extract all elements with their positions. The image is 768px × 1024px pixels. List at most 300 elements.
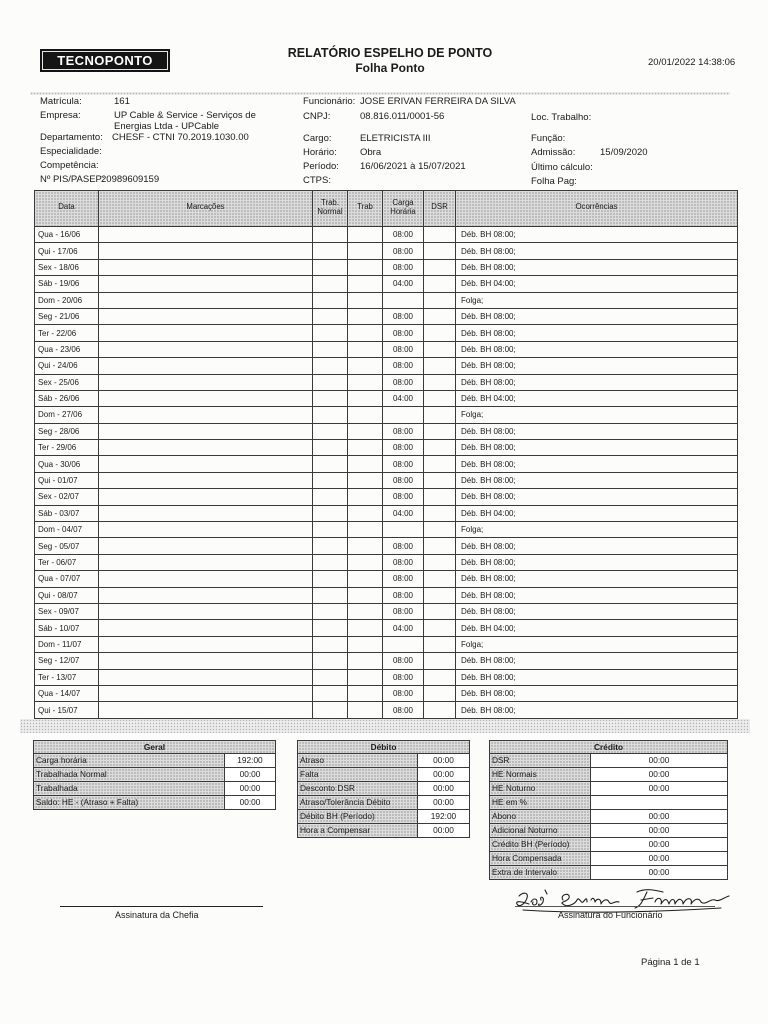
timesheet-row xyxy=(35,341,738,357)
credito-value xyxy=(591,796,728,810)
credito-label: Extra de Intervalo xyxy=(490,866,591,880)
date-cell: Dom - 11/07 xyxy=(35,636,99,652)
marcacoes-cell xyxy=(99,489,313,505)
dsr-cell xyxy=(424,571,456,587)
carga-horaria-cell: 08:00 xyxy=(383,554,424,570)
trab-normal-cell xyxy=(313,227,348,243)
trab-normal-cell xyxy=(313,407,348,423)
chefia-signature-line xyxy=(60,906,263,907)
ocorrencias-cell: Déb. BH 08:00; xyxy=(456,341,738,357)
employee-signature-label: Assinatura do Funcionário xyxy=(558,910,663,920)
ocorrencias-cell: Folga; xyxy=(456,636,738,652)
trab-normal-cell xyxy=(313,472,348,488)
marcacoes-cell xyxy=(99,440,313,456)
trab-normal-cell xyxy=(313,620,348,636)
empresa-value-line1: UP Cable & Service - Serviços de xyxy=(114,110,256,121)
trab-cell xyxy=(348,308,383,324)
date-cell: Sáb - 19/06 xyxy=(35,276,99,292)
credito-value: 00:00 xyxy=(591,810,728,824)
timesheet-row xyxy=(35,522,738,538)
ocorrencias-cell: Déb. BH 08:00; xyxy=(456,653,738,669)
carga-horaria-cell: 08:00 xyxy=(383,456,424,472)
date-cell: Ter - 29/06 xyxy=(35,440,99,456)
debito-header-row xyxy=(298,741,470,754)
carga-horaria-cell xyxy=(383,522,424,538)
geral-label: Trabalhada xyxy=(34,782,225,796)
dsr-cell xyxy=(424,472,456,488)
trab-cell xyxy=(348,505,383,521)
column-header-trab: Trab xyxy=(348,191,383,227)
credito-label: HE Noturno xyxy=(490,782,591,796)
geral-row xyxy=(34,768,276,782)
marcacoes-cell xyxy=(99,603,313,619)
date-cell: Seg - 05/07 xyxy=(35,538,99,554)
credito-row xyxy=(490,796,728,810)
carga-horaria-cell: 08:00 xyxy=(383,423,424,439)
dsr-cell xyxy=(424,341,456,357)
dsr-cell xyxy=(424,390,456,406)
date-cell: Qua - 14/07 xyxy=(35,685,99,701)
carga-horaria-cell: 04:00 xyxy=(383,390,424,406)
departamento-label: Departamento: xyxy=(40,132,103,143)
dsr-cell xyxy=(424,259,456,275)
trab-cell xyxy=(348,407,383,423)
credito-value: 00:00 xyxy=(591,852,728,866)
report-title: RELATÓRIO ESPELHO DE PONTO xyxy=(287,46,493,60)
trab-normal-cell xyxy=(313,308,348,324)
timesheet-row xyxy=(35,587,738,603)
credito-label: Crédito BH (Período) xyxy=(490,838,591,852)
ocorrencias-cell: Déb. BH 04:00; xyxy=(456,505,738,521)
ocorrencias-cell: Déb. BH 08:00; xyxy=(456,571,738,587)
carga-horaria-cell: 04:00 xyxy=(383,505,424,521)
trab-normal-cell xyxy=(313,276,348,292)
trab-normal-cell xyxy=(313,653,348,669)
dsr-cell xyxy=(424,669,456,685)
geral-value: 00:00 xyxy=(225,768,276,782)
marcacoes-cell xyxy=(99,341,313,357)
dsr-cell xyxy=(424,554,456,570)
cargo-value: ELETRICISTA III xyxy=(360,133,431,144)
trab-cell xyxy=(348,489,383,505)
timesheet-row xyxy=(35,390,738,406)
marcacoes-cell xyxy=(99,308,313,324)
trab-normal-cell xyxy=(313,505,348,521)
trab-cell xyxy=(348,669,383,685)
marcacoes-cell xyxy=(99,571,313,587)
date-cell: Sáb - 26/06 xyxy=(35,390,99,406)
matricula-label: Matrícula: xyxy=(40,96,82,107)
trab-normal-cell xyxy=(313,456,348,472)
debito-title: Débito xyxy=(298,741,470,754)
trab-cell xyxy=(348,603,383,619)
marcacoes-cell xyxy=(99,259,313,275)
report-subtitle: Folha Ponto xyxy=(355,61,425,75)
credito-row xyxy=(490,838,728,852)
debito-row xyxy=(298,782,470,796)
dsr-cell xyxy=(424,325,456,341)
horario-label: Horário: xyxy=(303,147,337,158)
dsr-cell xyxy=(424,538,456,554)
credito-title: Crédito xyxy=(490,741,728,754)
marcacoes-cell xyxy=(99,669,313,685)
geral-title: Geral xyxy=(34,741,276,754)
geral-row xyxy=(34,782,276,796)
departamento-value: CHESF - CTNI 70.2019.1030.00 xyxy=(112,132,249,143)
logo-text: TECNOPONTO xyxy=(57,53,153,68)
carga-horaria-cell: 08:00 xyxy=(383,538,424,554)
carga-horaria-cell: 08:00 xyxy=(383,685,424,701)
trab-cell xyxy=(348,587,383,603)
credito-label: Adicional Noturno xyxy=(490,824,591,838)
ocorrencias-cell: Déb. BH 08:00; xyxy=(456,259,738,275)
summary-credito-box xyxy=(489,740,728,880)
credito-label: Hora Compensada xyxy=(490,852,591,866)
carga-horaria-cell: 08:00 xyxy=(383,669,424,685)
ocorrencias-cell: Déb. BH 08:00; xyxy=(456,669,738,685)
carga-horaria-cell: 08:00 xyxy=(383,325,424,341)
trab-normal-cell xyxy=(313,341,348,357)
debito-label: Falta xyxy=(298,768,418,782)
admissao-value: 15/09/2020 xyxy=(600,147,648,158)
ocorrencias-cell: Folga; xyxy=(456,522,738,538)
dsr-cell xyxy=(424,276,456,292)
marcacoes-cell xyxy=(99,456,313,472)
timesheet-row xyxy=(35,669,738,685)
trab-normal-cell xyxy=(313,390,348,406)
dsr-cell xyxy=(424,407,456,423)
timesheet-row xyxy=(35,423,738,439)
trab-normal-cell xyxy=(313,685,348,701)
cnpj-value: 08.816.011/0001-56 xyxy=(360,111,445,122)
credito-value: 00:00 xyxy=(591,838,728,852)
ocorrencias-cell: Déb. BH 04:00; xyxy=(456,390,738,406)
trab-cell xyxy=(348,685,383,701)
geral-value: 192:00 xyxy=(225,754,276,768)
competencia-label: Competência: xyxy=(40,160,99,171)
empresa-value-line2: Energias Ltda - UPCable xyxy=(114,121,220,132)
timesheet-row xyxy=(35,325,738,341)
geral-label: Carga horária xyxy=(34,754,225,768)
summary-debito-box xyxy=(297,740,470,838)
trab-normal-cell xyxy=(313,243,348,259)
ocorrencias-cell: Déb. BH 08:00; xyxy=(456,702,738,718)
periodo-label: Período: xyxy=(303,161,339,172)
credito-row xyxy=(490,768,728,782)
carga-horaria-cell: 08:00 xyxy=(383,571,424,587)
marcacoes-cell xyxy=(99,358,313,374)
timesheet-header-row xyxy=(35,191,738,227)
dsr-cell xyxy=(424,653,456,669)
carga-horaria-cell: 08:00 xyxy=(383,341,424,357)
ocorrencias-cell: Déb. BH 08:00; xyxy=(456,374,738,390)
employee-signature-line xyxy=(515,906,715,907)
geral-label: Trabalhada Normal xyxy=(34,768,225,782)
timesheet-row xyxy=(35,620,738,636)
dsr-cell xyxy=(424,603,456,619)
date-cell: Qui - 17/06 xyxy=(35,243,99,259)
credito-label: HE em % xyxy=(490,796,591,810)
date-cell: Qua - 07/07 xyxy=(35,571,99,587)
carga-horaria-cell: 08:00 xyxy=(383,374,424,390)
matricula-value: 161 xyxy=(114,96,130,107)
date-cell: Sex - 25/06 xyxy=(35,374,99,390)
marcacoes-cell xyxy=(99,276,313,292)
trab-normal-cell xyxy=(313,358,348,374)
carga-horaria-cell: 08:00 xyxy=(383,243,424,259)
carga-horaria-cell: 08:00 xyxy=(383,472,424,488)
cargo-label: Cargo: xyxy=(303,133,332,144)
credito-value: 00:00 xyxy=(591,768,728,782)
ocorrencias-cell: Déb. BH 08:00; xyxy=(456,554,738,570)
marcacoes-cell xyxy=(99,374,313,390)
debito-row xyxy=(298,810,470,824)
timesheet-row xyxy=(35,472,738,488)
dsr-cell xyxy=(424,587,456,603)
generated-timestamp: 20/01/2022 14:38:06 xyxy=(648,57,736,68)
credito-row xyxy=(490,810,728,824)
debito-value: 00:00 xyxy=(418,754,470,768)
carga-horaria-cell xyxy=(383,636,424,652)
dsr-cell xyxy=(424,522,456,538)
credito-label: DSR xyxy=(490,754,591,768)
trab-cell xyxy=(348,472,383,488)
marcacoes-cell xyxy=(99,472,313,488)
funcionario-label: Funcionário: xyxy=(303,96,356,107)
trab-cell xyxy=(348,440,383,456)
timesheet-row xyxy=(35,259,738,275)
ocorrencias-cell: Folga; xyxy=(456,407,738,423)
carga-horaria-cell: 08:00 xyxy=(383,489,424,505)
scan-band xyxy=(30,92,730,95)
date-cell: Qua - 16/06 xyxy=(35,227,99,243)
ocorrencias-cell: Déb. BH 08:00; xyxy=(456,227,738,243)
ocorrencias-cell: Déb. BH 04:00; xyxy=(456,276,738,292)
timesheet-row xyxy=(35,276,738,292)
date-cell: Sáb - 10/07 xyxy=(35,620,99,636)
timesheet-row xyxy=(35,702,738,718)
column-header-dsr: DSR xyxy=(424,191,456,227)
trab-cell xyxy=(348,522,383,538)
debito-value: 00:00 xyxy=(418,768,470,782)
marcacoes-cell xyxy=(99,702,313,718)
pis-pasep-value: 20989609159 xyxy=(101,174,160,185)
timesheet-row xyxy=(35,603,738,619)
geral-row xyxy=(34,754,276,768)
marcacoes-cell xyxy=(99,522,313,538)
timesheet-row xyxy=(35,456,738,472)
marcacoes-cell xyxy=(99,243,313,259)
credito-value: 00:00 xyxy=(591,866,728,880)
marcacoes-cell xyxy=(99,554,313,570)
marcacoes-cell xyxy=(99,423,313,439)
credito-row xyxy=(490,852,728,866)
trab-cell xyxy=(348,276,383,292)
trab-cell xyxy=(348,292,383,308)
ocorrencias-cell: Déb. BH 08:00; xyxy=(456,685,738,701)
marcacoes-cell xyxy=(99,538,313,554)
date-cell: Seg - 12/07 xyxy=(35,653,99,669)
carga-horaria-cell: 08:00 xyxy=(383,702,424,718)
admissao-label: Admissão: xyxy=(531,147,576,158)
date-cell: Sex - 09/07 xyxy=(35,603,99,619)
pis-pasep-label: Nº PIS/PASEP: xyxy=(40,174,105,185)
ocorrencias-cell: Déb. BH 08:00; xyxy=(456,603,738,619)
dsr-cell xyxy=(424,505,456,521)
trab-normal-cell xyxy=(313,325,348,341)
dsr-cell xyxy=(424,308,456,324)
trab-normal-cell xyxy=(313,571,348,587)
carga-horaria-cell: 08:00 xyxy=(383,603,424,619)
carga-horaria-cell: 08:00 xyxy=(383,308,424,324)
trab-normal-cell xyxy=(313,603,348,619)
timesheet-header xyxy=(35,191,738,227)
dsr-cell xyxy=(424,423,456,439)
date-cell: Seg - 28/06 xyxy=(35,423,99,439)
trab-cell xyxy=(348,390,383,406)
debito-value: 192:00 xyxy=(418,810,470,824)
debito-row xyxy=(298,796,470,810)
ocorrencias-cell: Déb. BH 08:00; xyxy=(456,423,738,439)
funcionario-value: JOSE ERIVAN FERREIRA DA SILVA xyxy=(360,96,516,107)
debito-row xyxy=(298,824,470,838)
debito-value: 00:00 xyxy=(418,796,470,810)
scan-band-below-table xyxy=(20,719,750,733)
periodo-value: 16/06/2021 à 15/07/2021 xyxy=(360,161,466,172)
marcacoes-cell xyxy=(99,587,313,603)
ocorrencias-cell: Déb. BH 08:00; xyxy=(456,587,738,603)
trab-normal-cell xyxy=(313,669,348,685)
timesheet-row xyxy=(35,685,738,701)
timesheet-body xyxy=(35,227,738,719)
marcacoes-cell xyxy=(99,636,313,652)
trab-normal-cell xyxy=(313,538,348,554)
marcacoes-cell xyxy=(99,390,313,406)
trab-cell xyxy=(348,554,383,570)
date-cell: Sáb - 03/07 xyxy=(35,505,99,521)
timesheet-row xyxy=(35,358,738,374)
ocorrencias-cell: Déb. BH 08:00; xyxy=(456,243,738,259)
carga-horaria-cell: 08:00 xyxy=(383,587,424,603)
credito-value: 00:00 xyxy=(591,754,728,768)
debito-row xyxy=(298,768,470,782)
timesheet-row xyxy=(35,243,738,259)
trab-normal-cell xyxy=(313,374,348,390)
carga-horaria-cell: 08:00 xyxy=(383,227,424,243)
marcacoes-cell xyxy=(99,325,313,341)
timesheet-row xyxy=(35,653,738,669)
trab-cell xyxy=(348,636,383,652)
dsr-cell xyxy=(424,227,456,243)
column-header-carga-horaria: Carga Horária xyxy=(383,191,424,227)
carga-horaria-cell: 08:00 xyxy=(383,653,424,669)
date-cell: Qua - 30/06 xyxy=(35,456,99,472)
timesheet-row xyxy=(35,505,738,521)
trab-cell xyxy=(348,325,383,341)
funcao-label: Função: xyxy=(531,133,566,144)
marcacoes-cell xyxy=(99,292,313,308)
geral-header-row xyxy=(34,741,276,754)
timesheet-row xyxy=(35,308,738,324)
marcacoes-cell xyxy=(99,505,313,521)
ocorrencias-cell: Déb. BH 08:00; xyxy=(456,472,738,488)
trab-normal-cell xyxy=(313,440,348,456)
date-cell: Seg - 21/06 xyxy=(35,308,99,324)
timesheet-row xyxy=(35,374,738,390)
debito-label: Desconto DSR xyxy=(298,782,418,796)
debito-value: 00:00 xyxy=(418,824,470,838)
carga-horaria-cell: 04:00 xyxy=(383,276,424,292)
date-cell: Dom - 04/07 xyxy=(35,522,99,538)
credito-row xyxy=(490,866,728,880)
trab-cell xyxy=(348,243,383,259)
ocorrencias-cell: Déb. BH 08:00; xyxy=(456,440,738,456)
trab-normal-cell xyxy=(313,259,348,275)
timesheet-row xyxy=(35,440,738,456)
ocorrencias-cell: Déb. BH 08:00; xyxy=(456,308,738,324)
cnpj-label: CNPJ: xyxy=(303,111,331,122)
date-cell: Ter - 22/06 xyxy=(35,325,99,341)
dsr-cell xyxy=(424,374,456,390)
marcacoes-cell xyxy=(99,407,313,423)
especialidade-label: Especialidade: xyxy=(40,146,102,157)
loc-trabalho-label: Loc. Trabalho: xyxy=(531,112,592,123)
timesheet-row xyxy=(35,407,738,423)
dsr-cell xyxy=(424,489,456,505)
ctps-label: CTPS: xyxy=(303,175,331,186)
date-cell: Ter - 13/07 xyxy=(35,669,99,685)
dsr-cell xyxy=(424,636,456,652)
chefia-signature-label: Assinatura da Chefia xyxy=(115,910,199,920)
carga-horaria-cell: 08:00 xyxy=(383,259,424,275)
ocorrencias-cell: Déb. BH 08:00; xyxy=(456,456,738,472)
date-cell: Qui - 24/06 xyxy=(35,358,99,374)
debito-value: 00:00 xyxy=(418,782,470,796)
dsr-cell xyxy=(424,440,456,456)
trab-normal-cell xyxy=(313,522,348,538)
trab-normal-cell xyxy=(313,423,348,439)
dsr-cell xyxy=(424,456,456,472)
credito-row xyxy=(490,782,728,796)
tecnoponto-logo xyxy=(40,49,170,72)
ocorrencias-cell: Folga; xyxy=(456,292,738,308)
carga-horaria-cell: 04:00 xyxy=(383,620,424,636)
date-cell: Qui - 15/07 xyxy=(35,702,99,718)
debito-label: Atraso xyxy=(298,754,418,768)
date-cell: Sex - 18/06 xyxy=(35,259,99,275)
dsr-cell xyxy=(424,620,456,636)
trab-cell xyxy=(348,456,383,472)
date-cell: Qua - 23/06 xyxy=(35,341,99,357)
dsr-cell xyxy=(424,358,456,374)
ocorrencias-cell: Déb. BH 08:00; xyxy=(456,489,738,505)
marcacoes-cell xyxy=(99,227,313,243)
trab-normal-cell xyxy=(313,587,348,603)
ocorrencias-cell: Déb. BH 08:00; xyxy=(456,358,738,374)
date-cell: Sex - 02/07 xyxy=(35,489,99,505)
trab-cell xyxy=(348,620,383,636)
credito-header-row xyxy=(490,741,728,754)
debito-label: Atraso/Tolerância Débito xyxy=(298,796,418,810)
page-indicator: Página 1 de 1 xyxy=(641,957,700,968)
marcacoes-cell xyxy=(99,620,313,636)
trab-cell xyxy=(348,358,383,374)
folha-pag-label: Folha Pag: xyxy=(531,176,577,187)
dsr-cell xyxy=(424,243,456,259)
trab-cell xyxy=(348,341,383,357)
horario-value: Obra xyxy=(360,147,382,158)
date-cell: Dom - 27/06 xyxy=(35,407,99,423)
